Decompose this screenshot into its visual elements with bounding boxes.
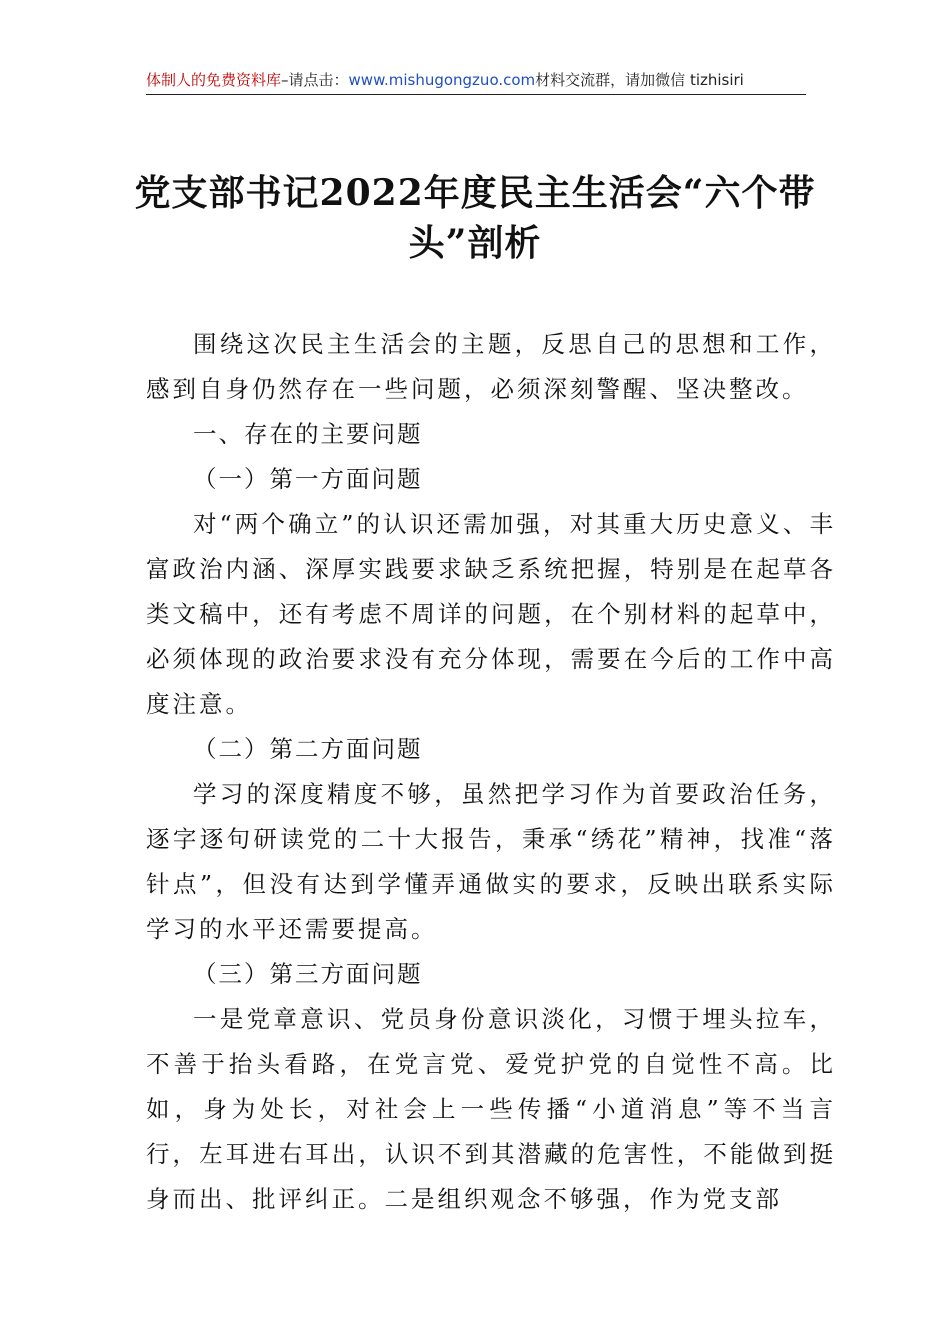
intro-paragraph: 围绕这次民主生活会的主题，反思自己的思想和工作，感到自身仍然存在一些问题，必须深刻警醒、坚决整改。 bbox=[146, 330, 836, 403]
subsection-paragraph-3: 一是党章意识、党员身份意识淡化，习惯于埋头拉车，不善于抬头看路，在党言党、爱党护党的自觉性不高。比如，身为处长，对社会上一些传播“小道消息”等不当言行，左耳进右耳出，认识不到其潜藏的危害性，不能做到挺身而出、批评纠正。二是组织观念不够强，作为党支部 bbox=[146, 1005, 836, 1213]
document-body bbox=[146, 322, 836, 1222]
header-prompt: –请点击： bbox=[281, 71, 349, 89]
subsection-heading-1: （一）第一方面问题 bbox=[193, 465, 423, 493]
header-site-name: 体制人的免费资料库 bbox=[146, 71, 282, 89]
header-url-link[interactable]: www.mishugongzuo.com bbox=[348, 71, 536, 89]
header-note: 材料交流群，请加微信 tizhisiri bbox=[535, 71, 744, 89]
subsection-heading-3: （三）第三方面问题 bbox=[193, 960, 423, 988]
subsection-heading-2: （二）第二方面问题 bbox=[193, 735, 423, 763]
subsection-paragraph-2: 学习的深度精度不够，虽然把学习作为首要政治任务，逐字逐句研读党的二十大报告，秉承“绣花”精神，找准“落针点”，但没有达到学懂弄通做实的要求，反映出联系实际学习的水平还需要提高。 bbox=[146, 780, 836, 943]
subsection-paragraph-1: 对“两个确立”的认识还需加强，对其重大历史意义、丰富政治内涵、深厚实践要求缺乏系统把握，特别是在起草各类文稿中，还有考虑不周详的问题，在个别材料的起草中，必须体现的政治要求没有充分体现，需要在今后的工作中高度注意。 bbox=[146, 510, 836, 718]
document-title: 党支部书记2022年度民主生活会“六个带头”剖析 bbox=[134, 172, 816, 264]
watermark-header bbox=[146, 68, 806, 95]
section-heading: 一、存在的主要问题 bbox=[193, 420, 423, 448]
